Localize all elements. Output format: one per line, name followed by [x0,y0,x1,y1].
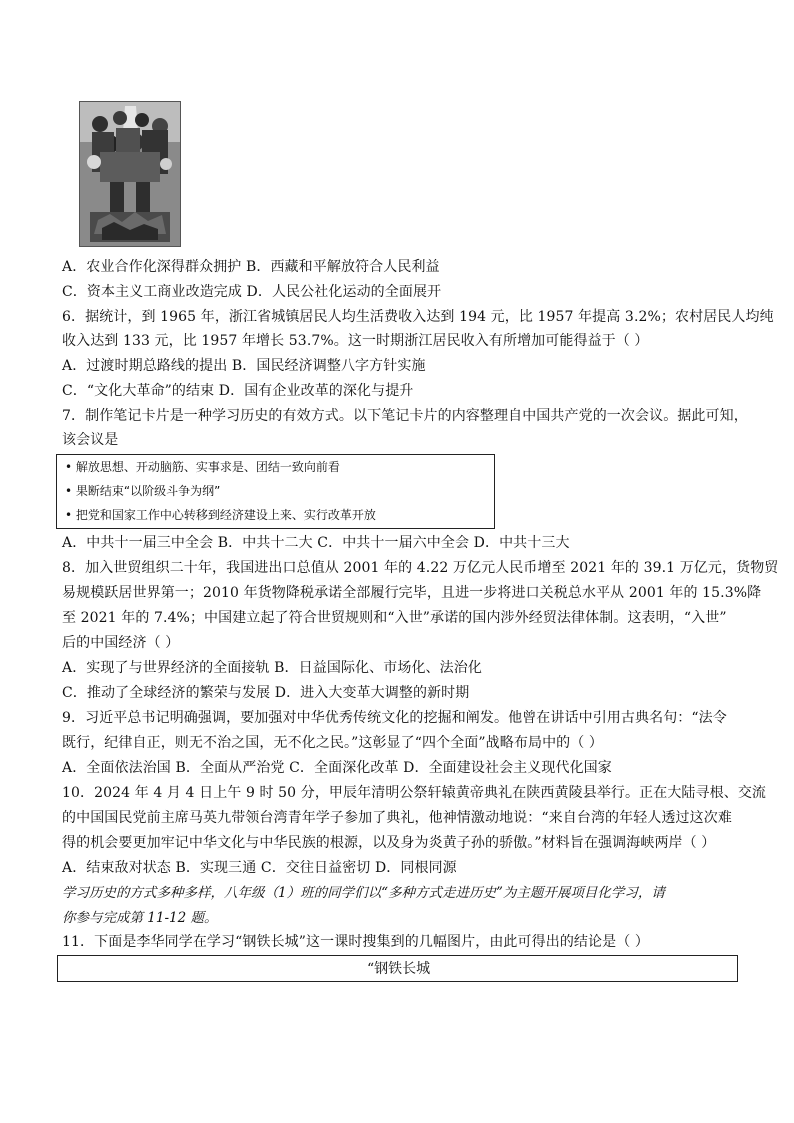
q8-stem-line-3: 至 2021 年的 7.4%；中国建立起了符合世贸规则和“入世”承诺的国内涉外经贸法律体制。这表明，“入世” [62,610,727,626]
q9-stem-line-1: 9．习近平总书记明确强调，要加强对中华优秀传统文化的挖掘和阐发。他曾在讲话中引用古典名句：“法令 [62,710,727,726]
q10-options: A．结束敌对状态 B．实现三通 C．交往日益密切 D．同根同源 [62,860,457,876]
q8-stem-line-4: 后的中国经济（ ） [62,635,180,651]
section-intro-line-2: 你参与完成第 11-12 题。 [62,910,218,926]
q9-options: A．全面依法治国 B．全面从严治党 C．全面深化改革 D．全面建设社会主义现代化国家 [62,760,612,776]
q5-option-line-1: A．农业合作化深得群众拥护 B．西藏和平解放符合人民利益 [62,259,440,275]
q6-option-line-2: C．“文化大革命”的结束 D．国有企业改革的深化与提升 [62,383,414,399]
q7-stem-line-1: 7．制作笔记卡片是一种学习历史的有效方式。以下笔记卡片的内容整理自中国共产党的一次会议。据此可知， [62,408,748,424]
q6-option-line-1: A．过渡时期总路线的提出 B．国民经济调整八字方针实施 [62,358,426,374]
note-card-item-3: • 把党和国家工作中心转移到经济建设上来、实行改革开放 [65,508,376,522]
q10-stem-line-1: 10．2024 年 4 月 4 日上午 9 时 50 分，甲辰年清明公祭轩辕黄帝典礼在陕西黄陵县举行。正在大陆寻根、交流 [62,785,767,801]
q8-option-line-2: C．推动了全球经济的繁荣与发展 D．进入大变革大调整的新时期 [62,685,470,701]
q7-options: A．中共十一届三中全会 B．中共十二大 C．中共十一届六中全会 D．中共十三大 [62,535,570,551]
q9-stem-line-2: 既行，纪律自正，则无不治之国，无不化之民。”这彰显了“四个全面”战略布局中的（ ） [62,735,604,751]
q6-stem-line-1: 6．据统计，到 1965 年，浙江省城镇居民人均生活费收入达到 194 元，比 1957 年提高 3.2%；农村居民人均纯 [62,309,774,325]
note-card-item-1: • 解放思想、开动脑筋、实事求是、团结一致向前看 [65,460,340,474]
q11-stem: 11．下面是李华同学在学习“钢铁长城”这一课时搜集到的几幅图片，由此可得出的结论是（ ） [62,934,649,950]
poster-illustration [80,102,180,246]
q10-stem-line-3: 得的机会要更加牢记中华文化与中华民族的根源，以及身为炎黄子孙的骄傲。”材料旨在强调海峡两岸（ ） [62,835,716,851]
q8-stem-line-1: 8．加入世贸组织二十年，我国进出口总值从 2001 年的 4.22 万亿元人民币增至 2021 年的 39.1 万亿元，货物贸 [62,560,779,576]
q5-option-line-2: C．资本主义工商业改造完成 D．人民公社化运动的全面展开 [62,284,442,300]
q11-image-box [57,955,738,982]
q10-stem-line-2: 的中国国民党前主席马英九带领台湾青年学子参加了典礼，他神情激动地说：“来自台湾的年轻人透过这次难 [62,810,732,826]
q8-stem-line-2: 易规模跃居世界第一；2010 年货物降税承诺全部履行完毕，且进一步将进口关税总水平从 2001 年的 15.3%降 [62,585,762,601]
q7-stem-line-2: 该会议是 [62,432,119,448]
q8-option-line-1: A．实现了与世界经济的全面接轨 B．日益国际化、市场化、法治化 [62,660,482,676]
section-intro-line-1: 学习历史的方式多种多样，八年级（1）班的同学们以“多种方式走进历史”为主题开展项目化学习，请 [62,885,665,901]
note-card [56,454,495,529]
historical-poster-image [79,101,181,247]
q11-box-title: “钢铁长城 [367,961,431,977]
q6-stem-line-2: 收入达到 133 元，比 1957 年增长 53.7%。这一时期浙江居民收入有所增加可能得益于（ ） [62,333,649,349]
note-card-item-2: • 果断结束“以阶级斗争为纲” [65,484,221,498]
